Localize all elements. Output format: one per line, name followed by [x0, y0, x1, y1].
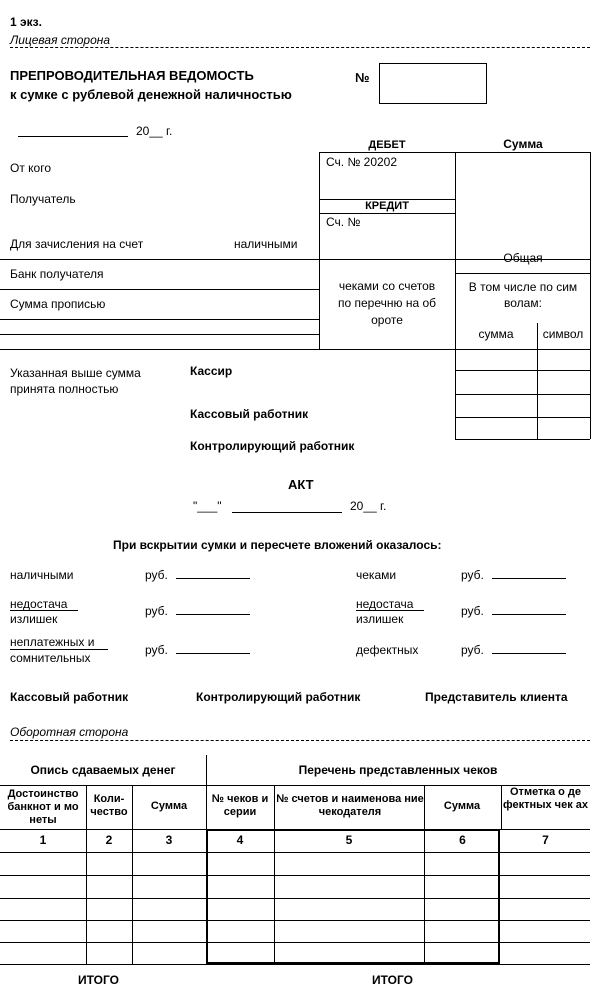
block-right-border [590, 152, 591, 349]
for-account-label: Для зачисления на счет [10, 237, 144, 251]
act-cash-worker: Кассовый работник [10, 690, 129, 704]
number-box[interactable] [379, 63, 487, 104]
act-title: АКТ [288, 477, 314, 492]
rub-3: руб. [145, 643, 168, 657]
act-defective: дефектных [356, 643, 419, 657]
num-3: 3 [165, 833, 173, 847]
bank-label: Банк получателя [10, 267, 104, 281]
debet-label: ДЕБЕТ [368, 139, 406, 151]
cashier-label: Кассир [190, 364, 233, 378]
rub-line-5[interactable] [492, 614, 566, 615]
rub-5: руб. [461, 604, 484, 618]
kredit-label: КРЕДИТ [365, 200, 409, 212]
total-right: ИТОГО [372, 973, 413, 987]
incl-line2: волам: [504, 296, 542, 310]
act-nonpay-1: неплатежных и [10, 635, 95, 649]
col2-header: Коли-чество [90, 793, 128, 818]
table-row[interactable] [0, 875, 590, 876]
table-row[interactable] [0, 942, 590, 943]
checks-list-header: Перечень представленных чеков [298, 763, 498, 777]
grid-row-2 [455, 394, 590, 395]
act-date-year: 20__ г. [350, 499, 387, 513]
act-cash: наличными [10, 568, 74, 582]
accepted-line1: Указанная выше сумма [10, 366, 141, 380]
num-6: 6 [459, 833, 466, 847]
shortage-divider [10, 610, 78, 611]
cash-label: наличными [234, 237, 298, 251]
checks-line1: чеками со счетов [338, 279, 436, 293]
grid-row-1 [455, 370, 590, 371]
rub-4: руб. [461, 568, 484, 582]
kredit-account[interactable]: Сч. № [326, 215, 361, 229]
block-bottom-line [0, 349, 590, 350]
act-found: При вскрытии сумки и пересчете вложений оказалось: [113, 538, 442, 552]
block-mid-border [455, 152, 456, 349]
sum-words-line-2[interactable] [0, 334, 319, 335]
controller-label: Контролирующий работник [190, 439, 355, 453]
act-surplus-2: излишек [356, 612, 404, 626]
rub-line-6[interactable] [492, 653, 566, 654]
shortage-divider-2 [356, 610, 424, 611]
act-controller: Контролирующий работник [196, 690, 361, 704]
grid-row-4 [455, 439, 590, 440]
col3-header: Сумма [150, 800, 188, 812]
date-line[interactable] [18, 136, 128, 137]
kredit-top-line [319, 213, 455, 214]
rub-line-4[interactable] [492, 578, 566, 579]
front-side-label: Лицевая сторона [10, 33, 111, 47]
number-label: № [355, 70, 370, 85]
col4-header: № чеков и серии [211, 793, 269, 818]
col-line-6-top [206, 785, 207, 829]
total-label: Общая [503, 251, 543, 265]
nonpay-divider [10, 649, 108, 650]
rub-line-3[interactable] [176, 653, 250, 654]
back-side-label: Оборотная сторона [10, 725, 129, 739]
incl-top-line [456, 273, 590, 274]
num-4: 4 [236, 833, 244, 847]
from-label: От кого [10, 161, 52, 175]
num-2: 2 [105, 833, 113, 847]
rub-1: руб. [145, 568, 168, 582]
accepted-line2: принята полностью [10, 382, 119, 396]
act-surplus: излишек [10, 612, 58, 626]
col-line-5-top [501, 785, 502, 829]
col1-header: Достоинство банкнот и мо неты [7, 788, 79, 826]
grid-right [590, 349, 591, 439]
act-client-rep: Представитель клиента [425, 690, 568, 704]
num-7: 7 [542, 833, 549, 847]
total-left: ИТОГО [78, 973, 119, 987]
table-bottom [0, 964, 590, 965]
act-checks: чеками [356, 568, 397, 582]
row-line-1 [0, 259, 590, 260]
page-title: ПРЕПРОВОДИТЕЛЬНАЯ ВЕДОМОСТЬ [10, 68, 254, 83]
page-subtitle: к сумке с рублевой денежной наличностью [10, 87, 292, 102]
checks-line2: по перечню на об [337, 296, 437, 310]
recipient-label: Получатель [10, 192, 76, 206]
cut-line-bottom [10, 740, 590, 741]
cut-line-top [10, 47, 590, 48]
col6-header: Сумма [443, 800, 481, 812]
grid-row-3 [455, 417, 590, 418]
rub-line-1[interactable] [176, 578, 250, 579]
num-1: 1 [39, 833, 47, 847]
bank-line [0, 289, 319, 290]
checks-bold-frame [206, 829, 500, 964]
num-5: 5 [345, 833, 353, 847]
sub-symbol: символ [542, 327, 584, 341]
table-row[interactable] [0, 920, 590, 921]
sum-words-label: Сумма прописью [10, 297, 106, 311]
act-date-line[interactable] [232, 512, 342, 513]
debet-account[interactable]: Сч. № 20202 [326, 155, 398, 169]
sum-words-line-1[interactable] [0, 319, 319, 320]
date-year: 20__ г. [136, 124, 173, 138]
table-row[interactable] [0, 898, 590, 899]
act-date-quote[interactable]: "___" [193, 499, 222, 513]
grid-mid-top [537, 323, 538, 349]
sub-sum: сумма [478, 327, 514, 341]
act-shortage-2: недостача [356, 597, 414, 611]
sum-header: Сумма [503, 137, 543, 151]
table-row[interactable] [0, 852, 590, 853]
inventory-header: Опись сдаваемых денег [30, 763, 176, 777]
rub-2: руб. [145, 604, 168, 618]
rub-line-2[interactable] [176, 614, 250, 615]
col7-header: Отметка о де фектных чек ах [502, 786, 588, 811]
copy-label: 1 экз. [10, 15, 42, 29]
incl-line1: В том числе по сим [468, 280, 578, 294]
checks-line3: ороте [371, 313, 403, 327]
rub-6: руб. [461, 643, 484, 657]
col5-header: № счетов и наименова ние чекодателя [276, 793, 424, 818]
cash-worker-label: Кассовый работник [190, 407, 309, 421]
act-shortage: недостача [10, 597, 68, 611]
act-nonpay-2: сомнительных [10, 651, 91, 665]
